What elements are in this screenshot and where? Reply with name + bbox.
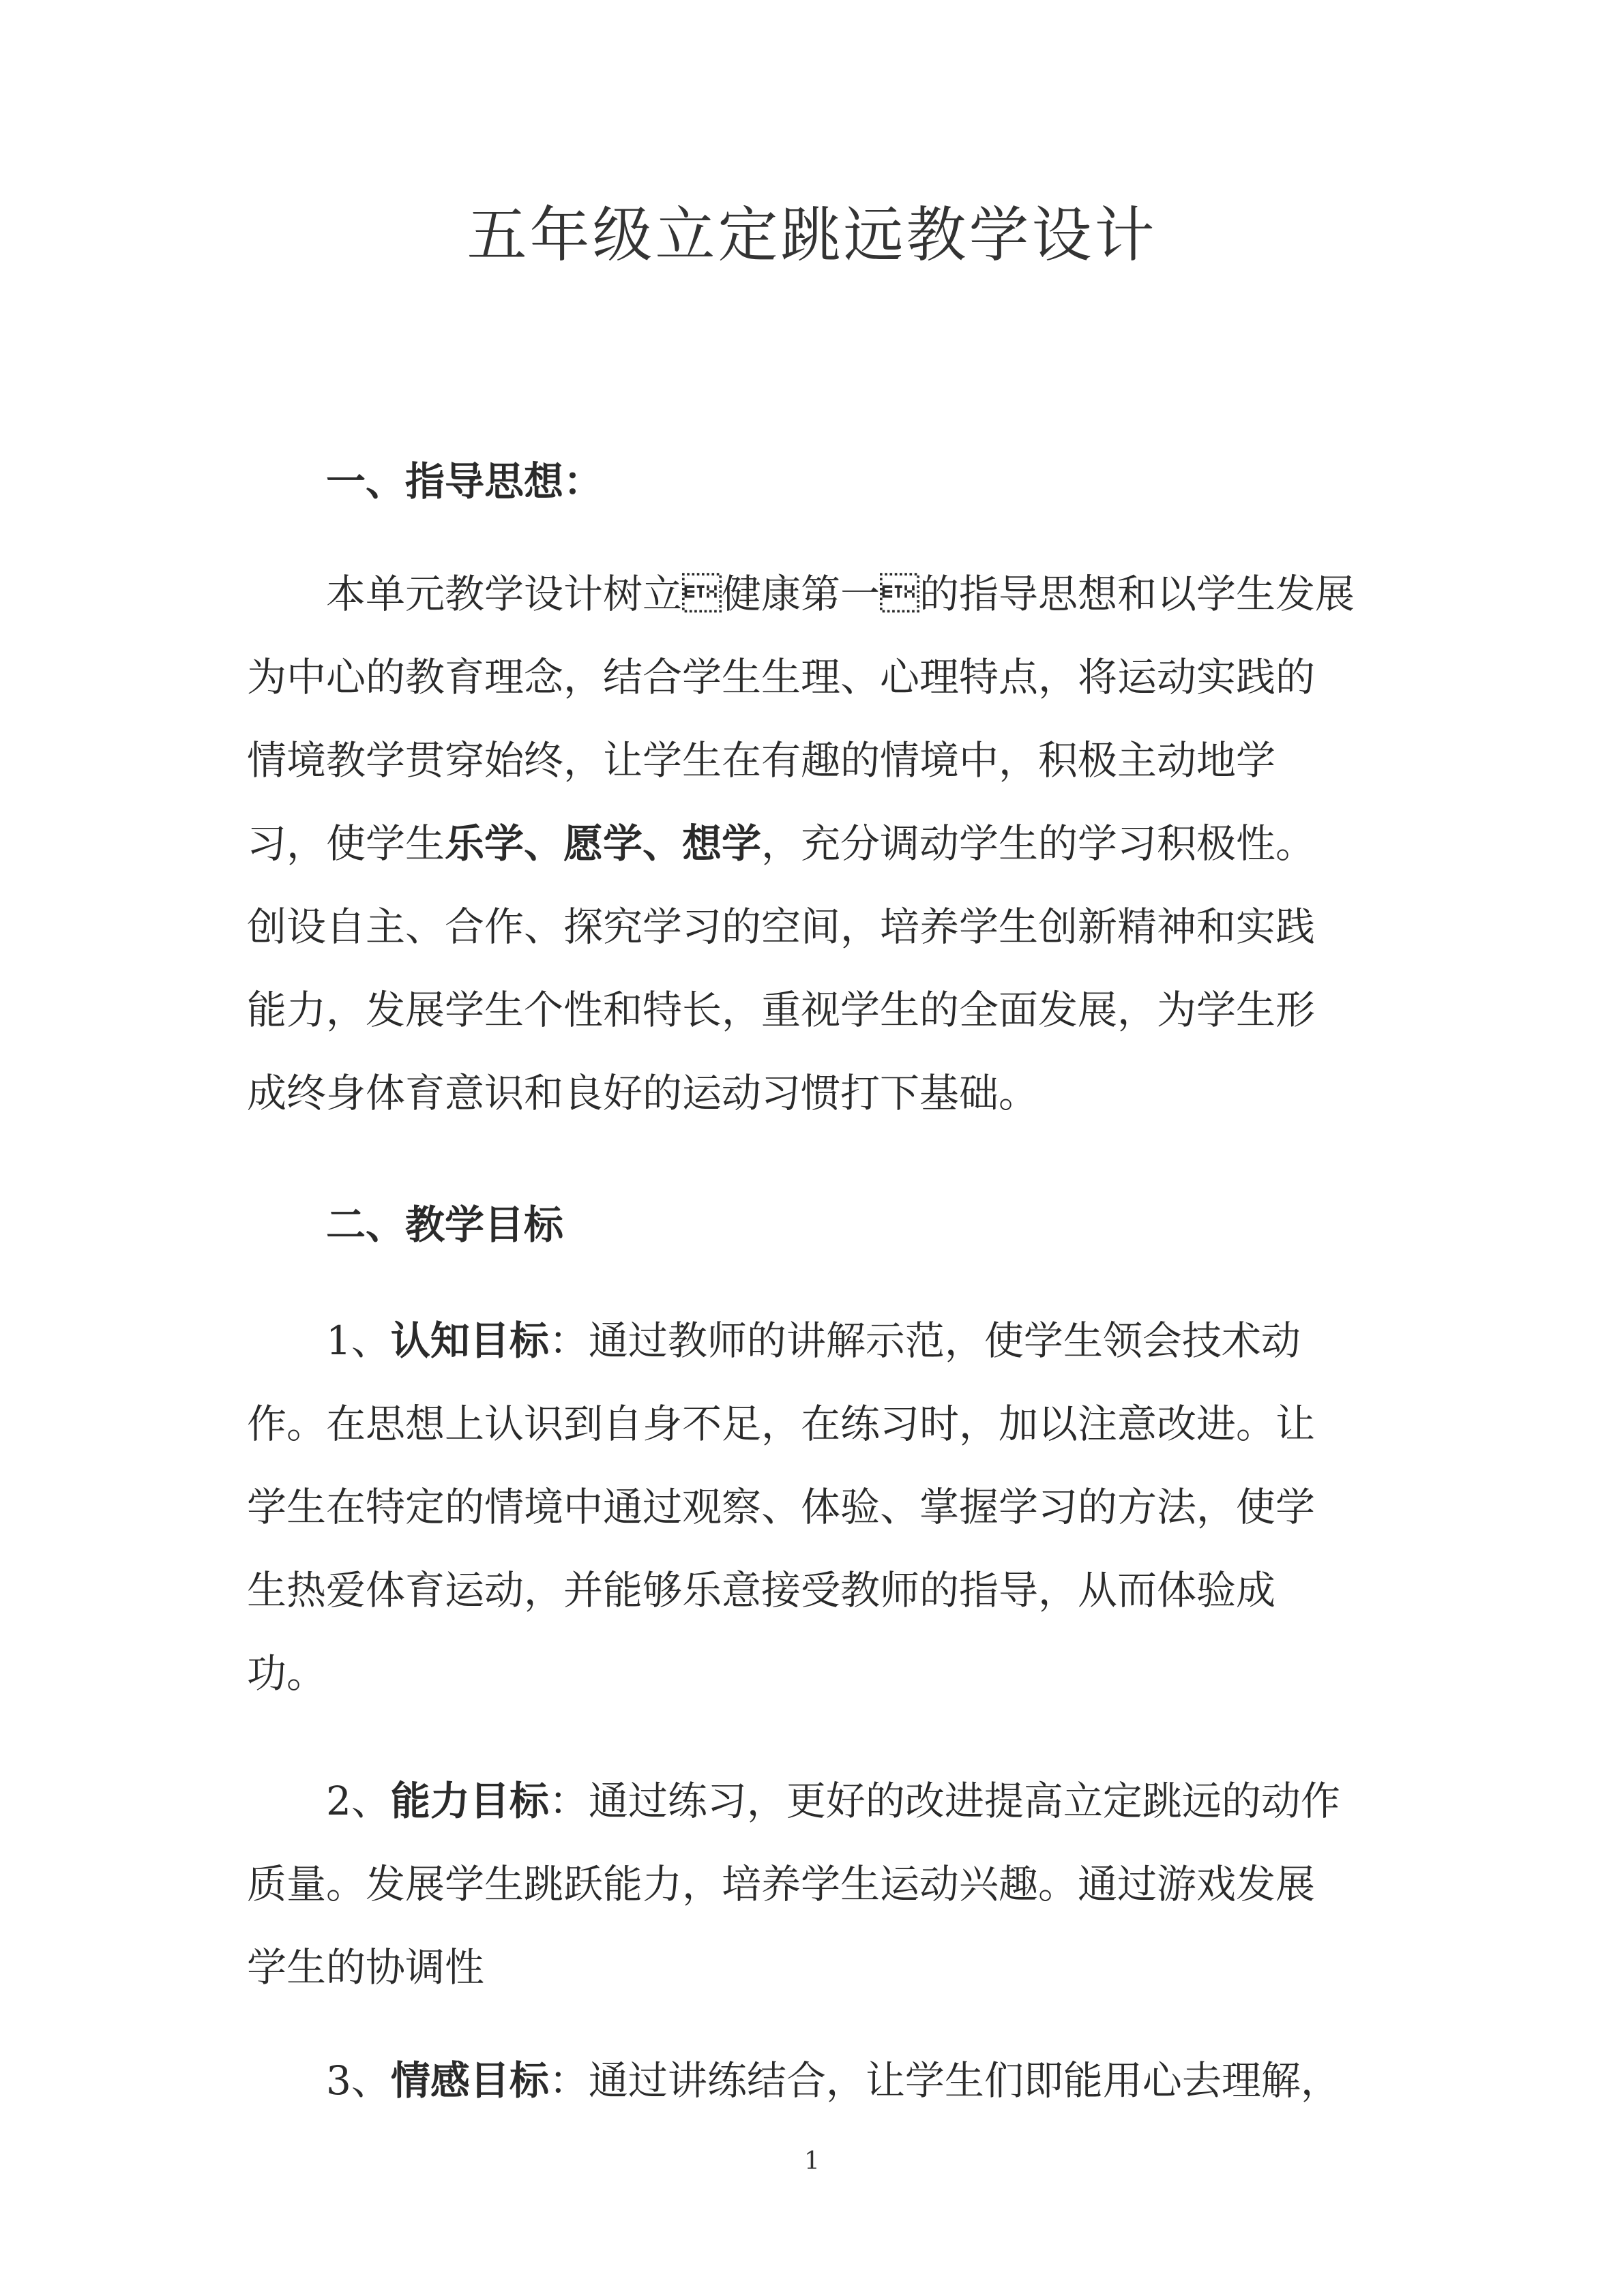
paragraph-line: 功。 xyxy=(247,1650,327,1697)
line-text: ：通过教师的讲解示范，使学生领会技术动 xyxy=(548,1317,1301,1364)
line-text: ，充分调动学生的学习积极性。 xyxy=(761,820,1316,867)
section-heading-guiding: 一、指导思想： xyxy=(326,458,604,505)
paragraph-line xyxy=(247,1299,1365,1382)
goal-label: 情感目标 xyxy=(390,2057,549,2104)
goal-number: 3、 xyxy=(326,2057,391,2104)
goal-label: 认知目标 xyxy=(390,1317,549,1364)
paragraph-line: 学生的协调性 xyxy=(247,1944,485,1991)
page-number: 1 xyxy=(804,2147,820,2175)
goal-number: 2、 xyxy=(326,1778,391,1824)
line-text: 习，使学生 xyxy=(247,820,445,867)
paragraph-line: 生热爱体育运动，并能够乐意接受教师的指导，从而体验成 xyxy=(247,1567,1276,1613)
paragraph-line: 情境教学贯穿始终，让学生在有趣的情境中，积极主动地学 xyxy=(247,737,1276,784)
goal-ability xyxy=(247,1759,1365,2009)
line-text: ：通过练习，更好的改进提高立定跳远的动作 xyxy=(548,1778,1340,1824)
section-goals xyxy=(247,1183,1365,1266)
paragraph-line: 创设自主、合作、探究学习的空间，培养学生创新精神和实践 xyxy=(247,904,1316,950)
section-guiding xyxy=(247,440,1365,523)
paragraph-line xyxy=(247,2039,1365,2122)
paragraph-line: 学生在特定的情境中通过观察、体验、掌握学习的方法，使学 xyxy=(247,1484,1316,1530)
paragraph-line xyxy=(247,802,1365,885)
paragraph-line: 成终身体育意识和良好的运动习惯打下基础。 xyxy=(247,1070,1039,1116)
paragraph-line xyxy=(247,1759,1365,1843)
guiding-paragraph xyxy=(247,552,1365,1135)
line-text: ：通过讲练结合，让学生们即能用心去理解， xyxy=(548,2057,1340,2104)
goal-cognitive xyxy=(247,1299,1365,1715)
paragraph-line: 作。在思想上认识到自身不足，在练习时，加以注意改进。让 xyxy=(247,1401,1316,1447)
paragraph-line: 能力，发展学生个性和特长，重视学生的全面发展，为学生形 xyxy=(247,987,1316,1033)
goal-label: 能力目标 xyxy=(390,1778,549,1824)
paragraph-line: 本单元教学设计树立健康第一的指导思想和以学生发展 xyxy=(326,571,1355,617)
goal-emotional xyxy=(247,2039,1365,2122)
goal-number: 1、 xyxy=(326,1317,391,1364)
paragraph-line: 质量。发展学生跳跃能力，培养学生运动兴趣。通过游戏发展 xyxy=(247,1861,1316,1907)
emphasis-text: 乐学、愿学、想学 xyxy=(445,820,762,867)
document-title: 五年级立定跳远教学设计 xyxy=(467,200,1157,270)
section-heading-goals: 二、教学目标 xyxy=(326,1202,564,1248)
paragraph-line: 为中心的教育理念，结合学生生理、心理特点，将运动实践的 xyxy=(247,654,1316,700)
